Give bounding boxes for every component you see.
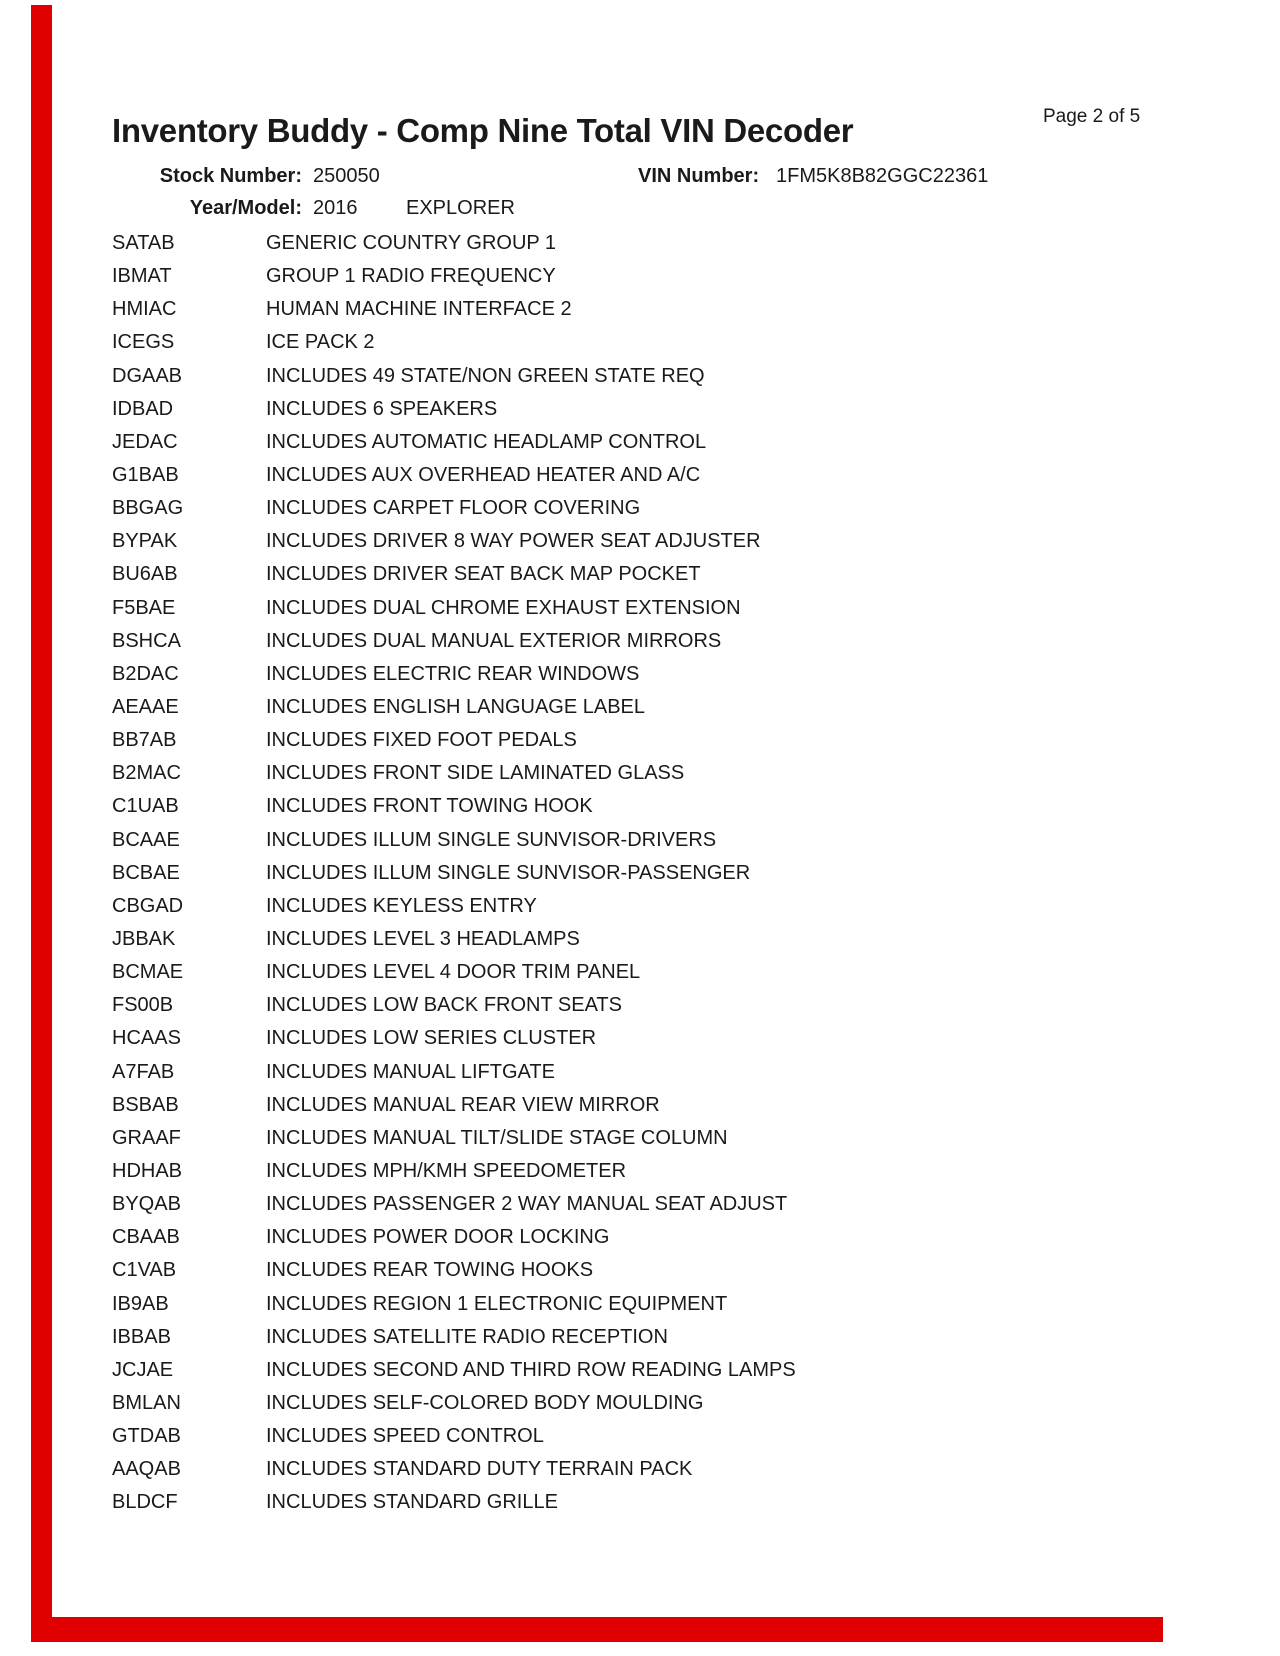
option-row bbox=[112, 293, 1212, 326]
option-code: JCJAE bbox=[112, 1358, 174, 1381]
option-description: INCLUDES PASSENGER 2 WAY MANUAL SEAT ADJUST bbox=[266, 1193, 788, 1216]
option-description: INCLUDES LOW SERIES CLUSTER bbox=[266, 1027, 597, 1050]
option-code: BCBAE bbox=[112, 861, 180, 884]
option-code: BCMAE bbox=[112, 961, 184, 984]
option-row bbox=[112, 724, 1212, 757]
option-row bbox=[112, 1022, 1212, 1055]
option-description: INCLUDES POWER DOOR LOCKING bbox=[266, 1226, 610, 1249]
option-row bbox=[112, 923, 1212, 956]
year-model-label: Year/Model: bbox=[189, 197, 302, 219]
option-description: INCLUDES FRONT TOWING HOOK bbox=[266, 795, 593, 818]
option-description: INCLUDES SPEED CONTROL bbox=[266, 1425, 544, 1448]
option-code: BYQAB bbox=[112, 1193, 181, 1216]
option-code: F5BAE bbox=[112, 596, 176, 619]
option-row bbox=[112, 260, 1212, 293]
option-description: INCLUDES MANUAL REAR VIEW MIRROR bbox=[266, 1093, 660, 1116]
option-code: HDHAB bbox=[112, 1160, 183, 1182]
option-row bbox=[112, 558, 1212, 591]
option-code: AAQAB bbox=[112, 1458, 181, 1481]
option-code: DGAAB bbox=[112, 364, 183, 387]
option-row bbox=[112, 1354, 1212, 1387]
option-code: CBAAB bbox=[112, 1226, 180, 1249]
option-code: G1BAB bbox=[112, 464, 179, 487]
stock-number-label: Stock Number: bbox=[159, 165, 302, 187]
option-code: BU6AB bbox=[112, 563, 178, 586]
option-row bbox=[112, 1188, 1212, 1221]
option-code: C1VAB bbox=[112, 1259, 177, 1282]
option-row bbox=[112, 1056, 1212, 1089]
option-code: SATAB bbox=[112, 232, 175, 255]
option-description: INCLUDES DUAL CHROME EXHAUST EXTENSION bbox=[266, 596, 741, 619]
option-code: IBMAT bbox=[112, 265, 172, 288]
option-row bbox=[112, 956, 1212, 989]
option-description: INCLUDES ILLUM SINGLE SUNVISOR-DRIVERS bbox=[266, 828, 717, 851]
option-row bbox=[112, 227, 1212, 260]
option-row bbox=[112, 658, 1212, 691]
option-description: INCLUDES AUTOMATIC HEADLAMP CONTROL bbox=[266, 430, 707, 453]
option-description: INCLUDES AUX OVERHEAD HEATER AND A/C bbox=[266, 464, 701, 487]
option-description: GENERIC COUNTRY GROUP 1 bbox=[266, 232, 557, 255]
option-code: B2DAC bbox=[112, 662, 179, 685]
option-description: INCLUDES LEVEL 4 DOOR TRIM PANEL bbox=[266, 961, 641, 984]
option-description: INCLUDES LOW BACK FRONT SEATS bbox=[266, 994, 622, 1017]
option-row bbox=[112, 592, 1212, 625]
option-code: GTDAB bbox=[112, 1425, 181, 1448]
option-description: INCLUDES LEVEL 3 HEADLAMPS bbox=[266, 928, 580, 951]
option-row bbox=[112, 1288, 1212, 1321]
option-description: INCLUDES SECOND AND THIRD ROW READING LAMPS bbox=[266, 1358, 796, 1381]
option-description: INCLUDES DUAL MANUAL EXTERIOR MIRRORS bbox=[266, 629, 722, 652]
option-row bbox=[112, 757, 1212, 790]
option-code: BSBAB bbox=[112, 1093, 179, 1116]
option-row bbox=[112, 790, 1212, 823]
option-row bbox=[112, 890, 1212, 923]
option-description: INCLUDES KEYLESS ENTRY bbox=[266, 894, 537, 917]
option-description: INCLUDES 6 SPEAKERS bbox=[266, 397, 498, 420]
option-row bbox=[112, 393, 1212, 426]
option-description: INCLUDES REGION 1 ELECTRONIC EQUIPMENT bbox=[266, 1292, 728, 1315]
option-row bbox=[112, 1122, 1212, 1155]
option-description: INCLUDES SATELLITE RADIO RECEPTION bbox=[266, 1325, 668, 1348]
option-description: INCLUDES DRIVER 8 WAY POWER SEAT ADJUSTER bbox=[266, 530, 761, 553]
option-code: B2MAC bbox=[112, 762, 181, 785]
option-description: INCLUDES CARPET FLOOR COVERING bbox=[266, 497, 641, 520]
option-row bbox=[112, 857, 1212, 890]
option-description: ICE PACK 2 bbox=[266, 331, 375, 354]
option-description: INCLUDES ELECTRIC REAR WINDOWS bbox=[266, 662, 640, 685]
option-row bbox=[112, 691, 1212, 724]
year-value: 2016 bbox=[313, 197, 358, 219]
option-code: GRAAF bbox=[112, 1126, 181, 1149]
option-code: HMIAC bbox=[112, 298, 177, 321]
option-code: FS00B bbox=[112, 994, 174, 1017]
option-description: INCLUDES STANDARD DUTY TERRAIN PACK bbox=[266, 1458, 693, 1481]
option-row bbox=[112, 625, 1212, 658]
option-code: A7FAB bbox=[112, 1060, 175, 1083]
option-description: INCLUDES SELF-COLORED BODY MOULDING bbox=[266, 1391, 704, 1414]
option-code: BB7AB bbox=[112, 729, 177, 752]
option-description: INCLUDES MANUAL LIFTGATE bbox=[266, 1060, 555, 1083]
option-description: INCLUDES ENGLISH LANGUAGE LABEL bbox=[266, 696, 646, 719]
option-row bbox=[112, 1221, 1212, 1254]
option-row bbox=[112, 426, 1212, 459]
option-row bbox=[112, 459, 1212, 492]
option-row bbox=[112, 1420, 1212, 1453]
option-row bbox=[112, 1254, 1212, 1287]
option-code: HCAAS bbox=[112, 1027, 181, 1050]
option-row bbox=[112, 1486, 1212, 1519]
option-row bbox=[112, 1387, 1212, 1420]
option-code: C1UAB bbox=[112, 795, 179, 818]
option-row bbox=[112, 1089, 1212, 1122]
option-description: INCLUDES FRONT SIDE LAMINATED GLASS bbox=[266, 762, 685, 785]
options-list bbox=[112, 227, 1212, 1519]
option-code: BMLAN bbox=[112, 1391, 181, 1414]
option-code: AEAAE bbox=[112, 696, 179, 719]
vin-number-label: VIN Number: bbox=[638, 165, 760, 187]
option-code: BBGAG bbox=[112, 497, 184, 520]
option-code: IBBAB bbox=[112, 1325, 171, 1348]
vin-number-value: 1FM5K8B82GGC22361 bbox=[776, 165, 989, 187]
option-description: INCLUDES ILLUM SINGLE SUNVISOR-PASSENGER bbox=[266, 861, 751, 884]
option-description: INCLUDES MANUAL TILT/SLIDE STAGE COLUMN bbox=[266, 1126, 728, 1149]
model-value: EXPLORER bbox=[406, 197, 515, 219]
option-row bbox=[112, 1453, 1212, 1486]
option-description: GROUP 1 RADIO FREQUENCY bbox=[266, 265, 556, 288]
option-row bbox=[112, 360, 1212, 393]
page-indicator: Page 2 of 5 bbox=[1043, 106, 1141, 127]
option-code: IDBAD bbox=[112, 397, 174, 420]
page-title: Inventory Buddy - Comp Nine Total VIN Decoder bbox=[112, 112, 854, 149]
option-description: INCLUDES REAR TOWING HOOKS bbox=[266, 1259, 594, 1282]
option-code: BYPAK bbox=[112, 530, 178, 553]
bottom-red-border-bar bbox=[31, 1617, 1163, 1642]
option-code: ICEGS bbox=[112, 331, 175, 354]
option-code: JEDAC bbox=[112, 430, 178, 453]
option-code: CBGAD bbox=[112, 894, 184, 917]
option-description: INCLUDES MPH/KMH SPEEDOMETER bbox=[266, 1160, 627, 1182]
option-description: INCLUDES DRIVER SEAT BACK MAP POCKET bbox=[266, 563, 701, 586]
option-row bbox=[112, 824, 1212, 857]
option-description: INCLUDES STANDARD GRILLE bbox=[266, 1491, 558, 1514]
option-row bbox=[112, 326, 1212, 359]
option-row bbox=[112, 989, 1212, 1022]
option-row bbox=[112, 525, 1212, 558]
option-code: BLDCF bbox=[112, 1491, 178, 1514]
option-code: JBBAK bbox=[112, 928, 176, 951]
option-description: HUMAN MACHINE INTERFACE 2 bbox=[266, 298, 572, 321]
stock-number-value: 250050 bbox=[313, 165, 380, 187]
option-description: INCLUDES 49 STATE/NON GREEN STATE REQ bbox=[266, 364, 705, 387]
option-row bbox=[112, 492, 1212, 525]
option-description: INCLUDES FIXED FOOT PEDALS bbox=[266, 729, 577, 752]
option-code: BCAAE bbox=[112, 828, 180, 851]
left-red-border-bar bbox=[31, 5, 52, 1642]
option-code: BSHCA bbox=[112, 629, 181, 652]
option-row bbox=[112, 1321, 1212, 1354]
option-code: IB9AB bbox=[112, 1292, 169, 1315]
option-row bbox=[112, 1155, 1212, 1188]
